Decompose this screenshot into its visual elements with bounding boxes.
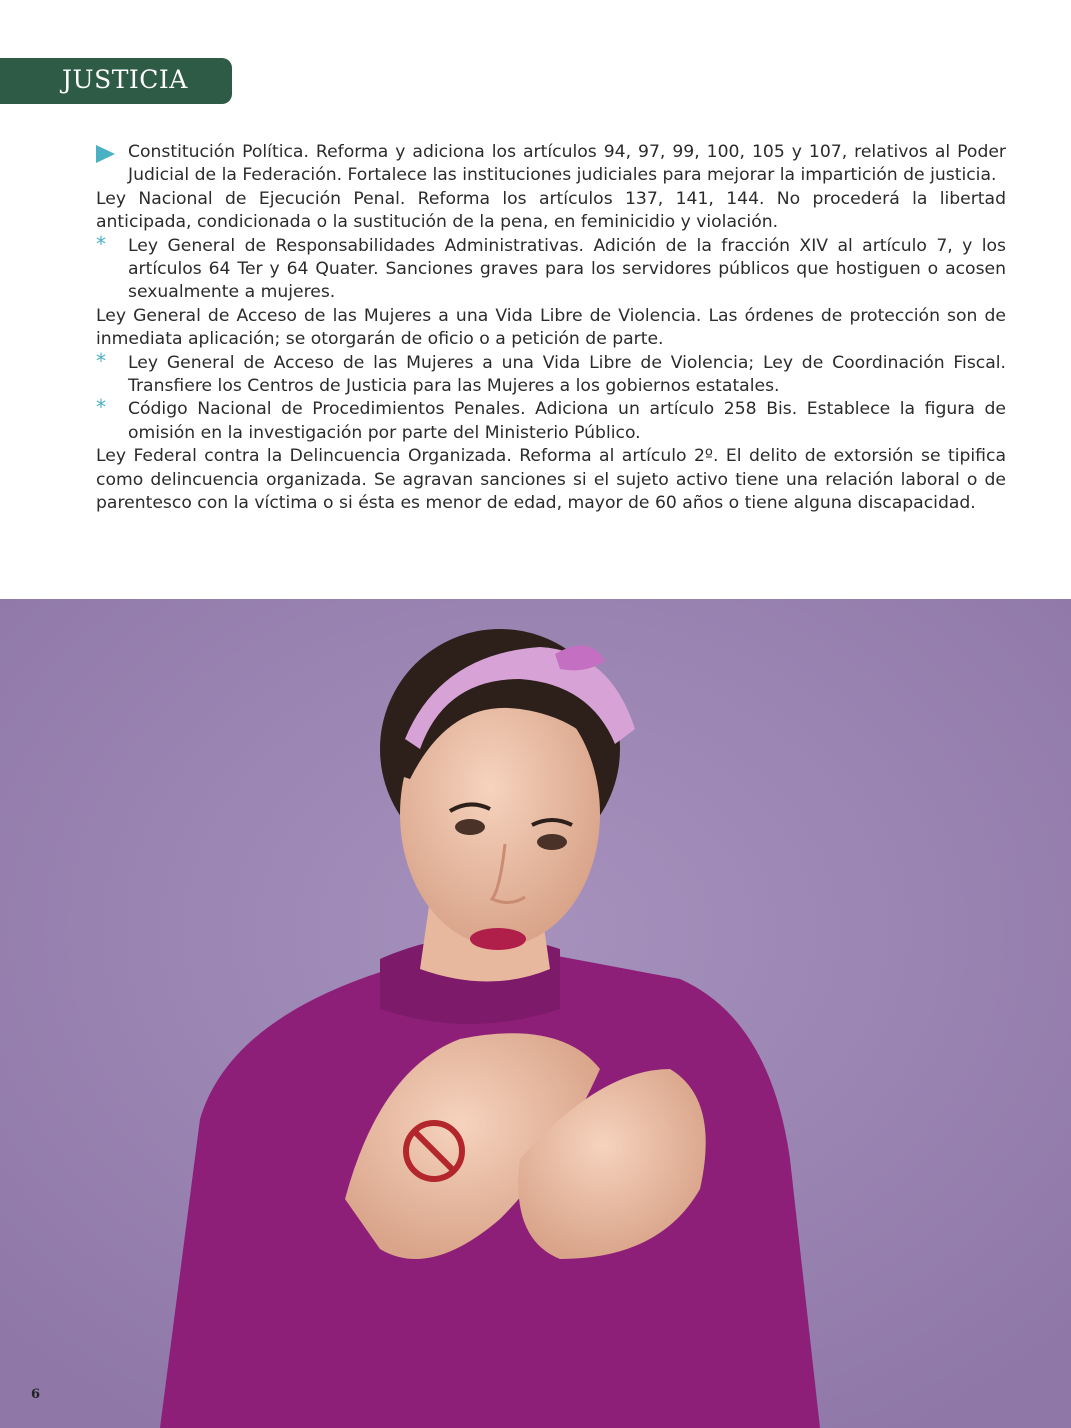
list-item xyxy=(96,141,1006,188)
item-text: Constitución Política. Reforma y adiciona los artículos 94, 97, 99, 100, 105 y 107, relativos al Poder Judicial de la Federación. Fortalece las instituciones judiciales para mejorar la impartición de justicia. xyxy=(128,142,1006,186)
list-item xyxy=(96,348,1006,399)
item-text: Ley General de Responsabilidades Administrativas. Adición de la fracción XIV al artículo 7, y los artículos 64 Ter y 64 Quater. Sanciones graves para los servidores públicos que hostiguen o acosen sexualmente a mujeres. xyxy=(128,235,1006,303)
list-item xyxy=(96,445,1006,515)
section-header-tab xyxy=(0,58,232,104)
item-text: Código Nacional de Procedimientos Penales. Adiciona un artículo 258 Bis. Establece la figura de omisión en la investigación por parte del Ministerio Público. xyxy=(128,399,1006,443)
triangle-bullet-icon xyxy=(96,145,115,163)
item-text: Ley General de Acceso de las Mujeres a una Vida Libre de Violencia; Ley de Coordinación Fiscal. Transfiere los Centros de Justicia para las Mujeres a los gobiernos estatales. xyxy=(128,352,1006,397)
list-item xyxy=(96,305,1006,352)
section-title: JUSTICIA xyxy=(62,65,188,94)
woman-illustration xyxy=(0,599,1071,1428)
item-text: Ley Nacional de Ejecución Penal. Reforma los artículos 137, 141, 144. No procederá la libertad anticipada, condicionada o la sustitución de la pena, en feminicidio y violación. xyxy=(96,188,1006,233)
list-item xyxy=(96,188,1006,235)
asterisk-bullet-icon: * xyxy=(96,395,106,420)
reform-list xyxy=(96,141,1006,516)
item-text: Ley Federal contra la Delincuencia Organizada. Reforma al artículo 2º. El delito de extorsión se tipifica como delincuencia organizada. Se agravan sanciones si el sujeto activo tiene una relación laboral o de parentesco con la víctima o si ésta es menor de edad, mayor de 60 años o tiene alguna discapacidad. xyxy=(96,446,1006,514)
asterisk-bullet-icon: * xyxy=(96,348,106,373)
list-item xyxy=(96,395,1006,445)
list-item xyxy=(96,231,1006,305)
item-text: Ley General de Acceso de las Mujeres a una Vida Libre de Violencia. Las órdenes de protección son de inmediata aplicación; se otorgarán de oficio o a petición de parte. xyxy=(96,305,1006,350)
page-number: 6 xyxy=(31,1387,41,1402)
asterisk-bullet-icon: * xyxy=(96,231,106,256)
woman-stop-gesture-photo xyxy=(0,599,1071,1428)
